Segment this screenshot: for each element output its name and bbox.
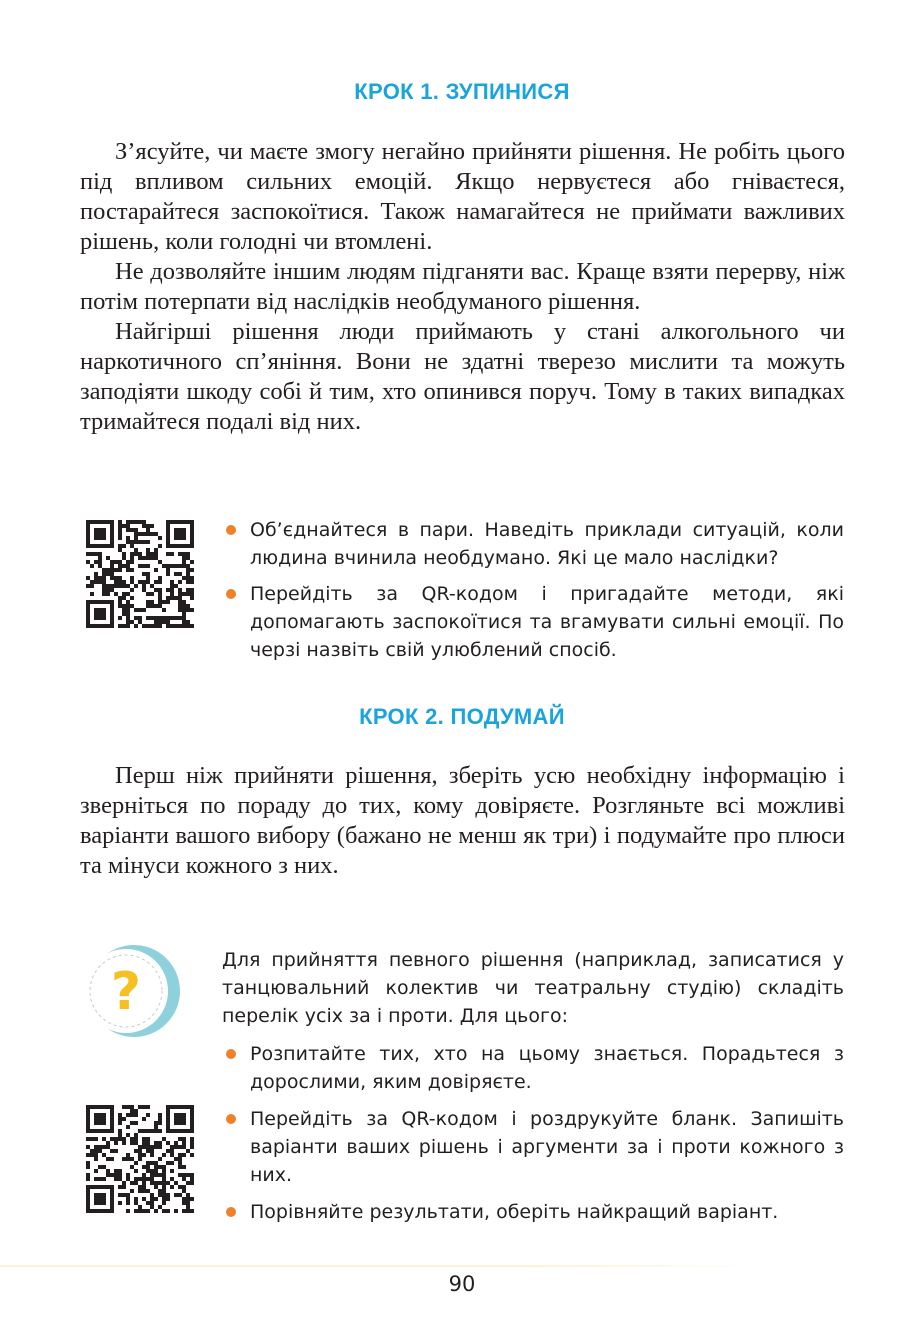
list-item-text: Розпитайте тих, хто на цьому знається. Порадьтеся з дорослими, яким довіряєте. xyxy=(250,1043,844,1093)
list-item xyxy=(224,516,844,572)
step2-body xyxy=(80,761,845,881)
step2-paragraph: Перш ніж прийняти рішення, зберіть усю необхідну інформацію і зверніться по пораду до тих, кому довіряєте. Розгляньте всі можливі варіанти вашого вибору (бажано не менш як три) і подумайте про плюси та мінуси кожного з них. xyxy=(80,762,845,879)
page-number: 90 xyxy=(448,1272,476,1296)
bullet-dot-icon xyxy=(226,1207,236,1217)
list-item xyxy=(224,1040,844,1096)
step1-heading: КРОК 1. ЗУПИНИСЯ xyxy=(354,79,570,104)
step1-paragraph-3: Найгірші рішення люди приймають у стані алкогольного чи наркотичного сп’яніння. Вони не здатні тверезо мислити та можуть заподіяти шкоду собі й тим, хто опинився поруч. Тому в таких випадках тримайтеся подалі від них. xyxy=(80,318,845,435)
step2-heading: КРОК 2. ПОДУМАЙ xyxy=(359,704,565,729)
bullet-dot-icon xyxy=(226,1114,236,1124)
bullet-dot-icon xyxy=(226,589,236,599)
step1-bullet-list xyxy=(224,516,844,664)
list-item xyxy=(224,1105,844,1189)
list-item xyxy=(224,1198,844,1226)
list-item-text: Перейдіть за QR-кодом і пригадайте методи, які допомагають заспокоїтися та вгамувати сильні емоції. По черзі назвіть свій улюблений спосіб. xyxy=(250,583,844,661)
step1-body xyxy=(80,137,845,437)
question-glyph: ? xyxy=(110,962,142,1022)
qr-code-icon[interactable] xyxy=(86,1105,194,1213)
list-item-text: Об’єднайтеся в пари. Наведіть приклади ситуацій, коли людина вчинила необдумано. Які це мало наслідки? xyxy=(250,519,844,569)
list-item-text: Перейдіть за QR-кодом і роздрукуйте бланк. Запишіть варіанти ваших рішень і аргументи за і проти кожного з них. xyxy=(250,1108,844,1186)
footer-divider xyxy=(0,1265,760,1267)
task-intro: Для прийняття певного рішення (наприклад, записатися у танцювальний колектив чи театральну студію) складіть перелік усіх за і проти. Для цього: xyxy=(222,949,844,1027)
step1-paragraph-1: З’ясуйте, чи маєте змогу негайно прийняти рішення. Не робіть цього під впливом сильних емоцій. Якщо нервуєтеся або гніваєтеся, постарайтеся заспокоїтися. Також намагайтеся не приймати важливих рішень, коли голодні чи втомлені. xyxy=(80,138,845,255)
step2-bullet-list xyxy=(224,1040,844,1226)
list-item xyxy=(224,580,844,664)
qr-code-icon[interactable] xyxy=(86,520,194,628)
step1-paragraph-2: Не дозволяйте іншим людям підганяти вас. Краще взяти перерву, ніж потім потерпати від наслідків необдуманого рішення. xyxy=(80,258,845,315)
bullet-dot-icon xyxy=(226,525,236,535)
list-item-text: Порівняйте результати, оберіть найкращий варіант. xyxy=(250,1201,779,1223)
question-mark-icon xyxy=(82,943,182,1039)
bullet-dot-icon xyxy=(226,1049,236,1059)
